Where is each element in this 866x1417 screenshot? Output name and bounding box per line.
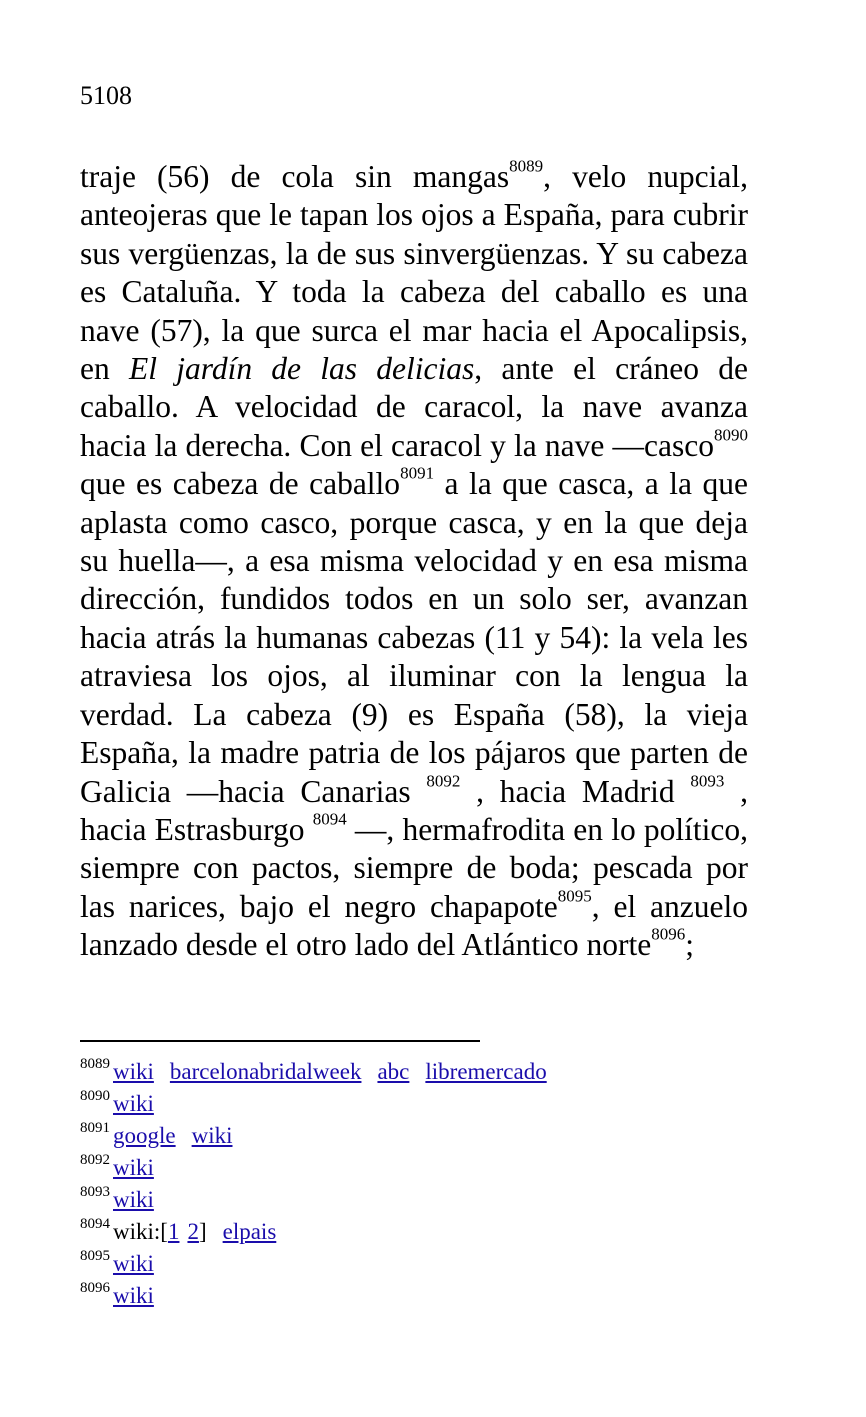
footnote-link-wiki-1[interactable]: 1 [167,1219,180,1244]
footnote-ref: 8093 [690,771,725,791]
footnote-number: 8089 [80,1056,110,1072]
text-run: , el anzuelo lanzado desde el otro lado del Atlántico norte [80,888,748,963]
text-run: , hacia Estrasburgo [80,773,748,847]
footnote-number: 8096 [80,1280,110,1296]
footnote-number: 8093 [80,1184,110,1200]
footnote-ref: 8096 [651,924,686,944]
footnote-ref: 8095 [557,886,592,906]
footnote-link-wiki[interactable]: wiki [113,1187,154,1212]
footnote-number: 8091 [80,1120,110,1136]
text-run: —, hermafrodita en lo político, siempre con pactos, siempre de boda; pescada por las narices, bajo el negro chapapote [80,811,749,924]
footnote-item [80,1056,780,1088]
footnote-item [80,1280,780,1312]
footnote-link-wiki[interactable]: wiki [113,1251,154,1276]
footnote-item [80,1216,780,1248]
footnote-link-google[interactable]: google [113,1123,176,1148]
footnote-link-wiki[interactable]: wiki [113,1283,154,1308]
text-run: traje (56) de cola sin mangas [80,159,510,194]
footnote-link-wiki[interactable]: wiki [113,1155,154,1180]
footnote-ref: 8094 [312,809,347,829]
footnote-item [80,1248,780,1280]
footnote-ref: 8090 [714,425,748,445]
footnote-ref: 8089 [509,156,544,176]
body-paragraph [80,158,748,965]
text-run: ; [685,927,694,963]
italic-title: El jardín de las delicias [128,351,475,387]
footnote-link-elpais[interactable]: elpais [222,1219,277,1244]
footnote-link-abc[interactable]: abc [377,1059,410,1084]
text-run: , velo nupcial, anteojeras que le tapan los ojos a España, para cubrir sus vergüenzas, la de sus sinvergüenzas. Y su cabeza es Cataluña. Y toda la cabeza del caballo es una nave (57), la que surca el mar hacia el Apocalipsis, en [80,159,748,387]
footnote-number: 8090 [80,1088,110,1104]
footnote-link-wiki[interactable]: wiki [113,1059,154,1084]
footnote-number: 8094 [80,1216,110,1232]
footnote-item [80,1120,780,1152]
footnote-number: 8095 [80,1248,110,1264]
footnote-wiki-prefix: wiki:[ [113,1219,168,1244]
footnote-item [80,1152,780,1184]
text-run: , ante el cráneo de caballo. A velocidad de caracol, la nave avanza hacia la derecha. Con el caracol y la nave —casco [80,351,748,463]
footnote-link-wiki[interactable]: wiki [191,1123,233,1148]
text-run: , hacia Madrid [460,773,691,809]
footnote-item [80,1088,780,1120]
footnote-ref: 8091 [400,463,435,483]
footnote-wiki-suffix: ] [198,1219,207,1244]
footnote-link-libremercado[interactable]: libremercado [425,1059,547,1084]
footnote-link-barcelonabridalweek[interactable]: barcelonabridalweek [169,1059,362,1084]
footnote-number: 8092 [80,1152,110,1168]
footnote-ref: 8092 [426,771,461,791]
footnote-link-wiki[interactable]: wiki [113,1091,154,1116]
page-number: 5108 [80,81,132,110]
footnote-divider [80,1040,480,1042]
text-run: a la que casca, a la que aplasta como casco, porque casca, y en la que deja su huella—, a esa misma velocidad y en esa misma dirección, fundidos todos en un solo ser, avanzan hacia atrás la humanas cabezas (11 y 54): la vela les atraviesa los ojos, al iluminar con la lengua la verdad. La cabeza (9) es España (58), la vieja España, la madre patria de los pájaros que parten de Galicia —hacia Canarias [80,466,749,809]
footnote-item [80,1184,780,1216]
footnote-list [80,1056,780,1312]
text-run: que es cabeza de caballo [80,466,401,502]
footnote-link-wiki-2[interactable]: 2 [187,1219,199,1244]
